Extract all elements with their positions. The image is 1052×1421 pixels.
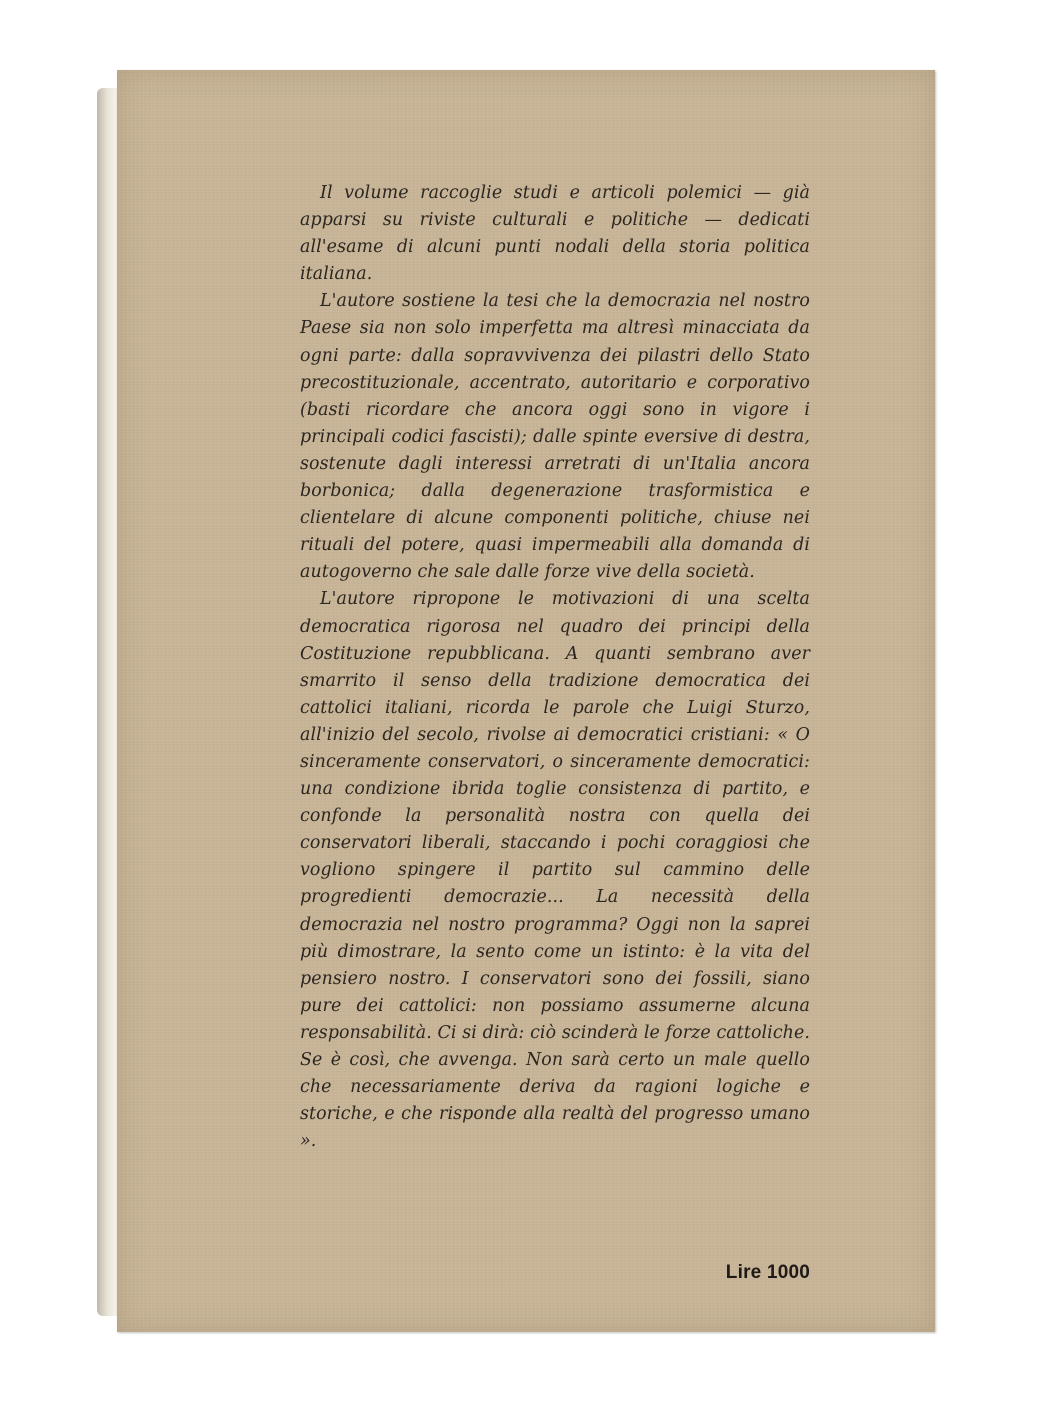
price-label: Lire 1000 (725, 1262, 810, 1283)
blurb-paragraph-2: L'autore sostiene la tesi che la democrazia nel nostro Paese sia non solo imperfetta ma altresì minacciata da ogni parte: dalla sopravvivenza dei pilastri dello Stato precostituzionale, accentrato, autoritario e corporativo (basti ricordare che ancora oggi sono in vigore i principali codici fascisti); dalle spinte eversive di destra, sostenute dagli interessi arretrati di un'Italia ancora borbonica; dalla degenerazione trasformistica e clientelare di alcune componenti politiche, chiuse nei rituali del potere, quasi impermeabili alla domanda di autogoverno che sale dalle forze vive della società. (300, 291, 810, 583)
blurb-paragraph-1: Il volume raccoglie studi e articoli polemici — già apparsi su riviste culturali e politiche — dedicati all'esame di alcuni punti nodali della storia politica italiana. (300, 183, 810, 285)
blurb-text (300, 180, 810, 1155)
blurb-paragraph-3: L'autore ripropone le motivazioni di una scelta democratica rigorosa nel quadro dei principi della Costituzione repubblicana. A quanti sembrano aver smarrito il senso della tradizione democratica dei cattolici italiani, ricorda le parole che Luigi Sturzo, all'inizio del secolo, rivolse ai democratici cristiani: « O sinceramente conservatori, o sinceramente democratici: una condizione ibrida toglie consistenza di partito, e confonde la personalità nostra con quella dei conservatori liberali, staccando i pochi coraggiosi che vogliono spingere il partito sul cammino delle progredienti democrazie... La necessità della democrazia nel nostro programma? Oggi non la saprei più dimostrare, la sento come un istinto: è la vita del pensiero nostro. I conservatori sono dei fossili, siano pure dei cattolici: non possiamo assumerne alcuna responsabilità. Ci si dirà: ciò scinderà le forze cattoliche. Se è così, che avvenga. Non sarà certo un male quello che necessariamente deriva da ragioni logiche e storiche, e che risponde alla realtà del progresso umano ». (300, 589, 810, 1152)
